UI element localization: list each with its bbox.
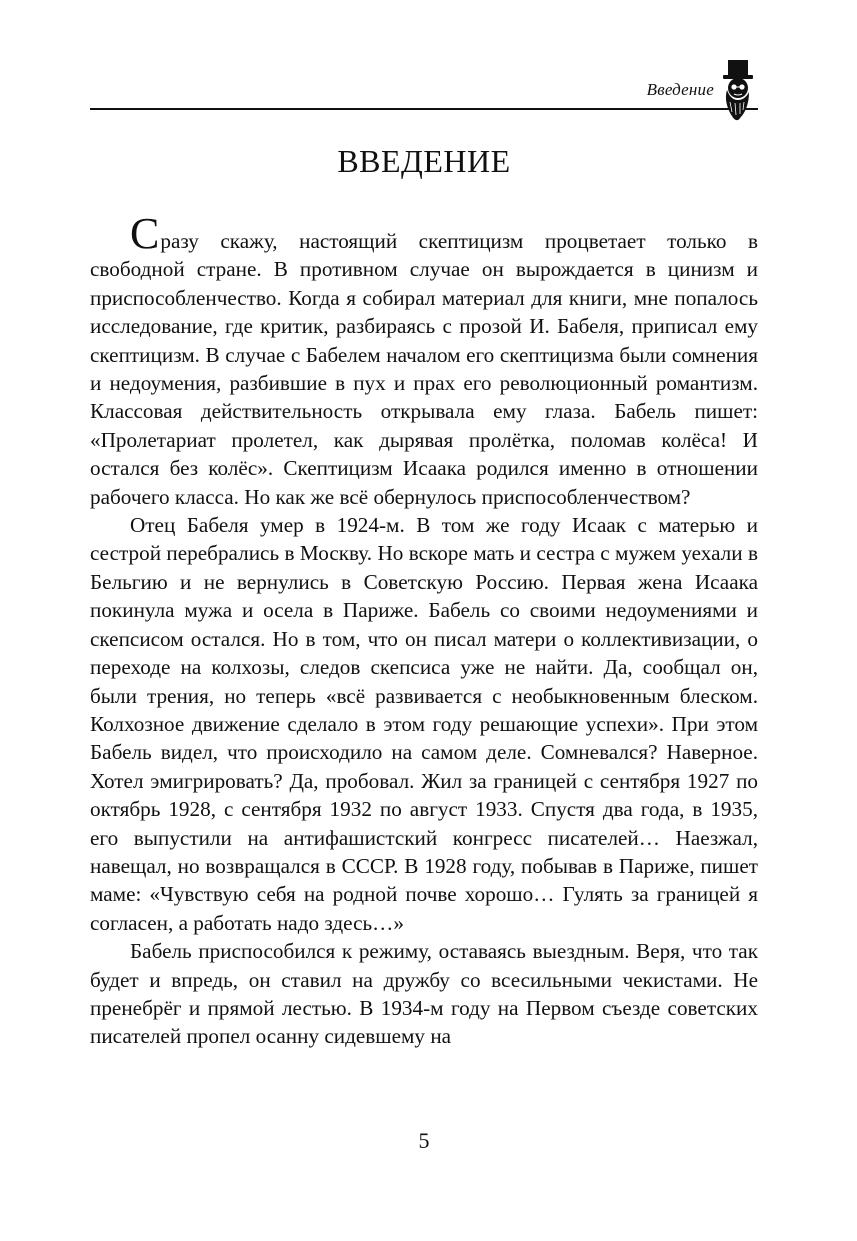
paragraph-1-text: разу скажу, настоящий скептицизм процветает только в свободной стране. В противном случае он вырождается в цинизм и приспособленчество. Когда я собирал материал для книги, мне попалось исследование, где критик, разбираясь с прозой И. Бабеля, приписал ему скептицизм. В случае с Бабелем началом его скептицизма были сомнения и недоумения, разбившие в пух и прах его революционный романтизм. Классовая действительность открывала ему глаза. Бабель пишет: «Пролетариат пролетел, как дырявая пролётка, поломав колёса! И остался без колёс». Скептицизм Исаака родился именно в отношении рабочего класса. Но как же всё обернулось приспособленчеством? xyxy=(90,229,758,509)
chapter-title: ВВЕДЕНИЕ xyxy=(337,143,511,179)
page-number: 5 xyxy=(418,1128,430,1153)
paragraph-2: Отец Бабеля умер в 1924-м. В том же году Исаак с матерью и сестрой перебрались в Москву. Но вскоре мать и сестра с мужем уехали в Бельгию и не вернулись в Советскую Россию. Первая жена Исаака покинула мужа и осела в Париже. Бабель со своими недоумениями и скепсисом остался. Но в том, что он писал матери о коллективизации, о переходе на колхозы, следов скепсиса уже не найти. Да, сообщал он, были трения, но теперь «всё развивается с необыкновенным блеском. Колхозное движение сделало в этом году решающие успехи». При этом Бабель видел, что происходило на самом деле. Сомневался? Наверное. Хотел эмигрировать? Да, пробовал. Жил за границей с сентября 1927 по октябрь 1928, с сентября 1932 по август 1933. Спустя два года, в 1935, его выпустили на антифашистский конгресс писателей… Наезжал, навещал, но возвращался в СССР. В 1928 году, побывав в Париже, пишет маме: «Чувствую себя на родной почве хорошо… Гулять за границей я согласен, а работать надо здесь…» xyxy=(90,513,758,935)
paragraph-3: Бабель приспособился к режиму, оставаясь выездным. Веря, что так будет и впредь, он ставил на дружбу со всесильными чекистами. Не пренебрёг и прямой лестью. В 1934-м году на Первом съезде советских писателей пропел осанну сидевшему на xyxy=(90,939,758,1049)
paragraph-1 xyxy=(90,209,758,511)
drop-cap: С xyxy=(130,209,161,258)
bearded-man-top-hat-icon xyxy=(716,58,758,124)
running-title: Введение xyxy=(646,80,714,99)
header-rule xyxy=(90,108,758,110)
running-header xyxy=(90,58,758,110)
body-text xyxy=(90,209,758,1051)
